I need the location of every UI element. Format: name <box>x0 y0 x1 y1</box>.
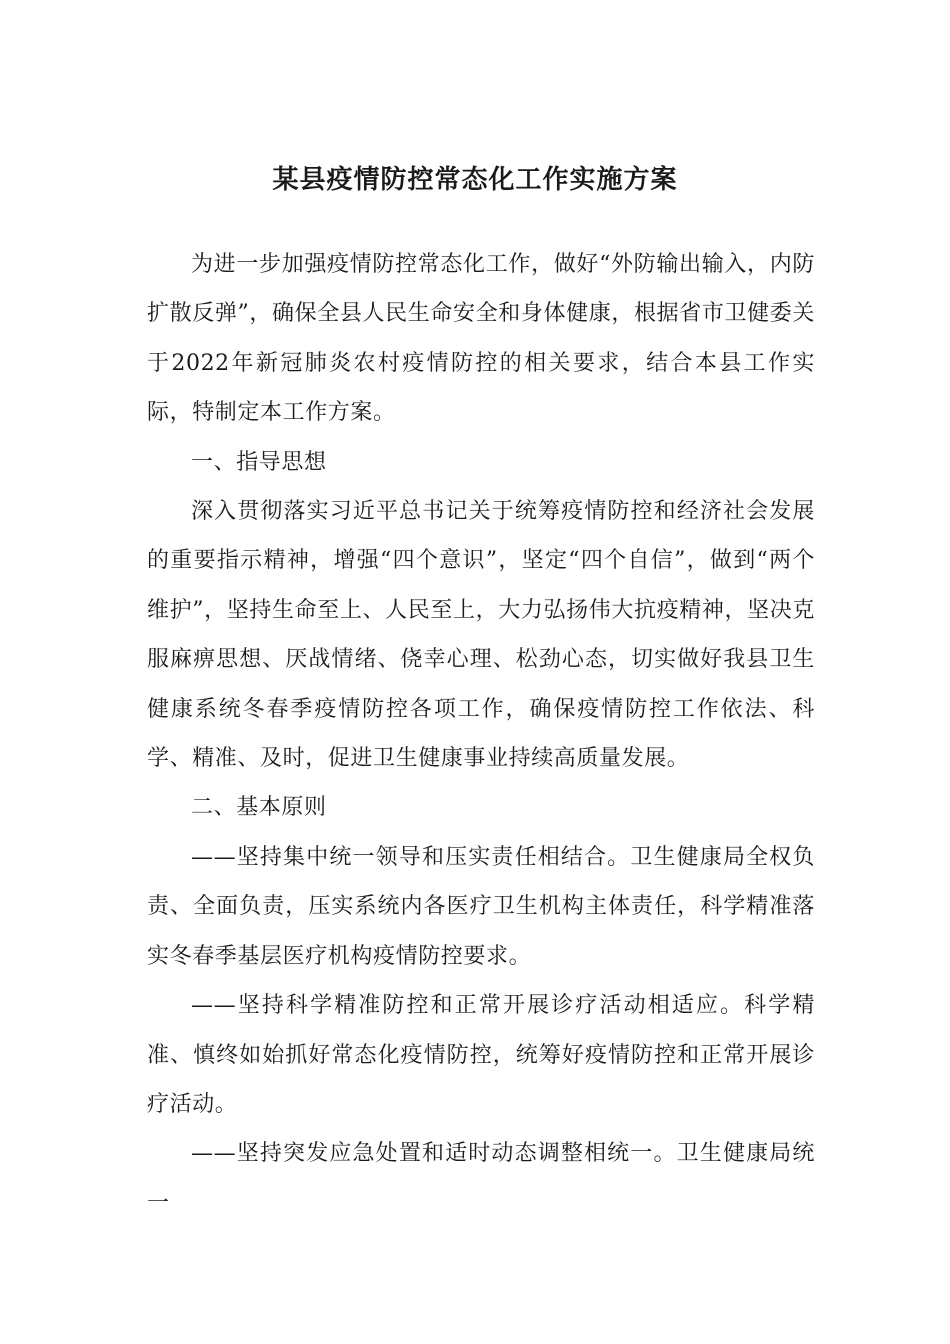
guiding-ideology-paragraph: 深入贯彻落实习近平总书记关于统筹疫情防控和经济社会发展的重要指示精神，增强“四个意识”，坚定“四个自信”，做到“两个维护”，坚持生命至上、人民至上，大力弘扬伟大抗疫精神，坚决克服麻痹思想、厌战情绪、侥幸心理、松劲心态，切实做好我县卫生健康系统冬春季疫情防控各项工作，确保疫情防控工作依法、科学、精准、及时，促进卫生健康事业持续高质量发展。 <box>147 499 815 772</box>
intro-paragraph: 为进一步加强疫情防控常态化工作，做好“外防输出输入，内防扩散反弹”，确保全县人民生命安全和身体健康，根据省市卫健委关于2022年新冠肺炎农村疫情防控的相关要求，结合本县工作实际，特制定本工作方案。 <box>147 252 815 426</box>
section-heading-guiding-ideology: 一、指导思想 <box>191 449 327 475</box>
principle-paragraph-1: ——坚持集中统一领导和压实责任相结合。卫生健康局全权负责、全面负责，压实系统内各医疗卫生机构主体责任，科学精准落实冬春季基层医疗机构疫情防控要求。 <box>147 844 815 969</box>
principle-paragraph-3: ——坚持突发应急处置和适时动态调整相统一。卫生健康局统一 <box>147 1141 815 1216</box>
section-heading-basic-principles: 二、基本原则 <box>191 795 327 821</box>
document-title: 某县疫情防控常态化工作实施方案 <box>272 165 678 196</box>
document-body <box>147 240 815 1228</box>
principle-paragraph-2: ——坚持科学精准防控和正常开展诊疗活动相适应。科学精准、慎终如始抓好常态化疫情防控，统筹好疫情防控和正常开展诊疗活动。 <box>147 993 815 1117</box>
